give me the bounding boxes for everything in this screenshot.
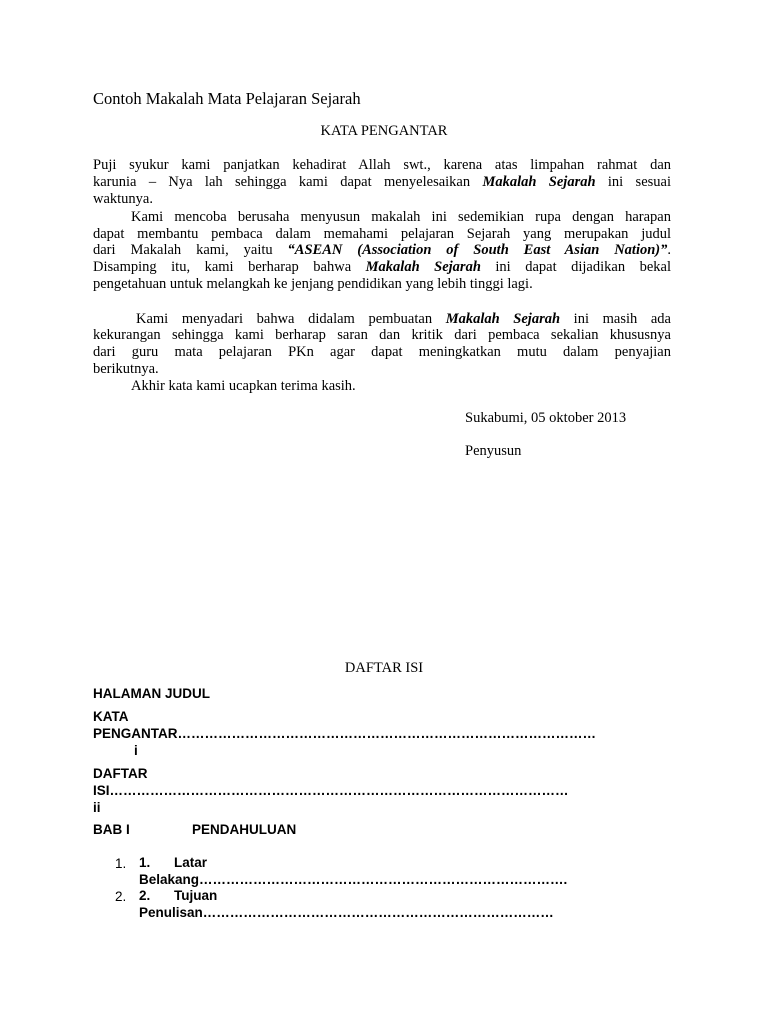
toc-daftar-line2: ISI………………………………………………………………………………………… — [93, 783, 569, 798]
para3-line1: Kami menyadari bahwa didalam pembuatan Makalah Sejarah ini masih ada — [136, 311, 671, 327]
toc-item-continuation: Penulisan…………………………………………………………………… — [139, 905, 554, 920]
toc-bab-number: BAB I — [93, 822, 130, 837]
toc-kata-page: i — [134, 743, 138, 758]
toc-item-label: Latar — [174, 855, 208, 870]
para1-line3: waktunya. — [93, 191, 153, 207]
toc-kata-line1: KATA — [93, 709, 129, 724]
document-title: Contoh Makalah Mata Pelajaran Sejarah — [93, 89, 361, 108]
para2-line5: pengetahuan untuk melangkah ke jenjang pendidikan yang lebih tinggi lagi. — [93, 276, 533, 292]
toc-item-inner-number: 2. — [139, 888, 151, 903]
toc-bab-title: PENDAHULUAN — [192, 822, 297, 837]
preface-heading: KATA PENGANTAR — [320, 123, 448, 139]
toc-item-outer-number: 1. — [115, 856, 127, 871]
toc-daftar-page: ii — [93, 800, 101, 815]
para3-line3: dari guru mata pelajaran PKn agar dapat meningkatkan mutu dalam penyajian — [93, 344, 671, 360]
toc-kata-line2: PENGANTAR………………………………………………………………………………… — [93, 726, 597, 741]
para2-line4: Disamping itu, kami berharap bahwa Makalah Sejarah ini dapat dijadikan bekal — [93, 259, 671, 275]
para1-line2: karunia – Nya lah sehingga kami dapat menyelesaikan Makalah Sejarah ini sesuai — [93, 174, 671, 190]
toc-halaman-judul: HALAMAN JUDUL — [93, 686, 210, 701]
para3-line4: berikutnya. — [93, 361, 159, 377]
closing-line: Akhir kata kami ucapkan terima kasih. — [131, 378, 356, 394]
toc-item-label: Tujuan — [174, 888, 218, 903]
toc-item-inner-number: 1. — [139, 855, 151, 870]
toc-heading: DAFTAR ISI — [344, 660, 424, 676]
para3-line2: kekurangan sehingga kami berharap saran dan kritik dari pembaca sekalian khususnya — [93, 327, 671, 343]
para2-line3: dari Makalah kami, yaitu “ASEAN (Association of South East Asian Nation)”. — [93, 242, 672, 258]
para2-line1: Kami mencoba berusaha menyusun makalah ini sedemikian rupa dengan harapan — [131, 209, 671, 225]
toc-item-continuation: Belakang………………………………………………………………………. — [139, 872, 568, 887]
signature-label: Penyusun — [465, 443, 522, 459]
para1-line1: Puji syukur kami panjatkan kehadirat Allah swt., karena atas limpahan rahmat dan — [93, 157, 671, 173]
toc-item-outer-number: 2. — [115, 889, 127, 904]
para2-line2: dapat membantu pembaca dalam memahami pelajaran Sejarah yang merupakan judul — [93, 226, 671, 242]
place-date: Sukabumi, 05 oktober 2013 — [465, 410, 627, 426]
toc-daftar-line1: DAFTAR — [93, 766, 148, 781]
